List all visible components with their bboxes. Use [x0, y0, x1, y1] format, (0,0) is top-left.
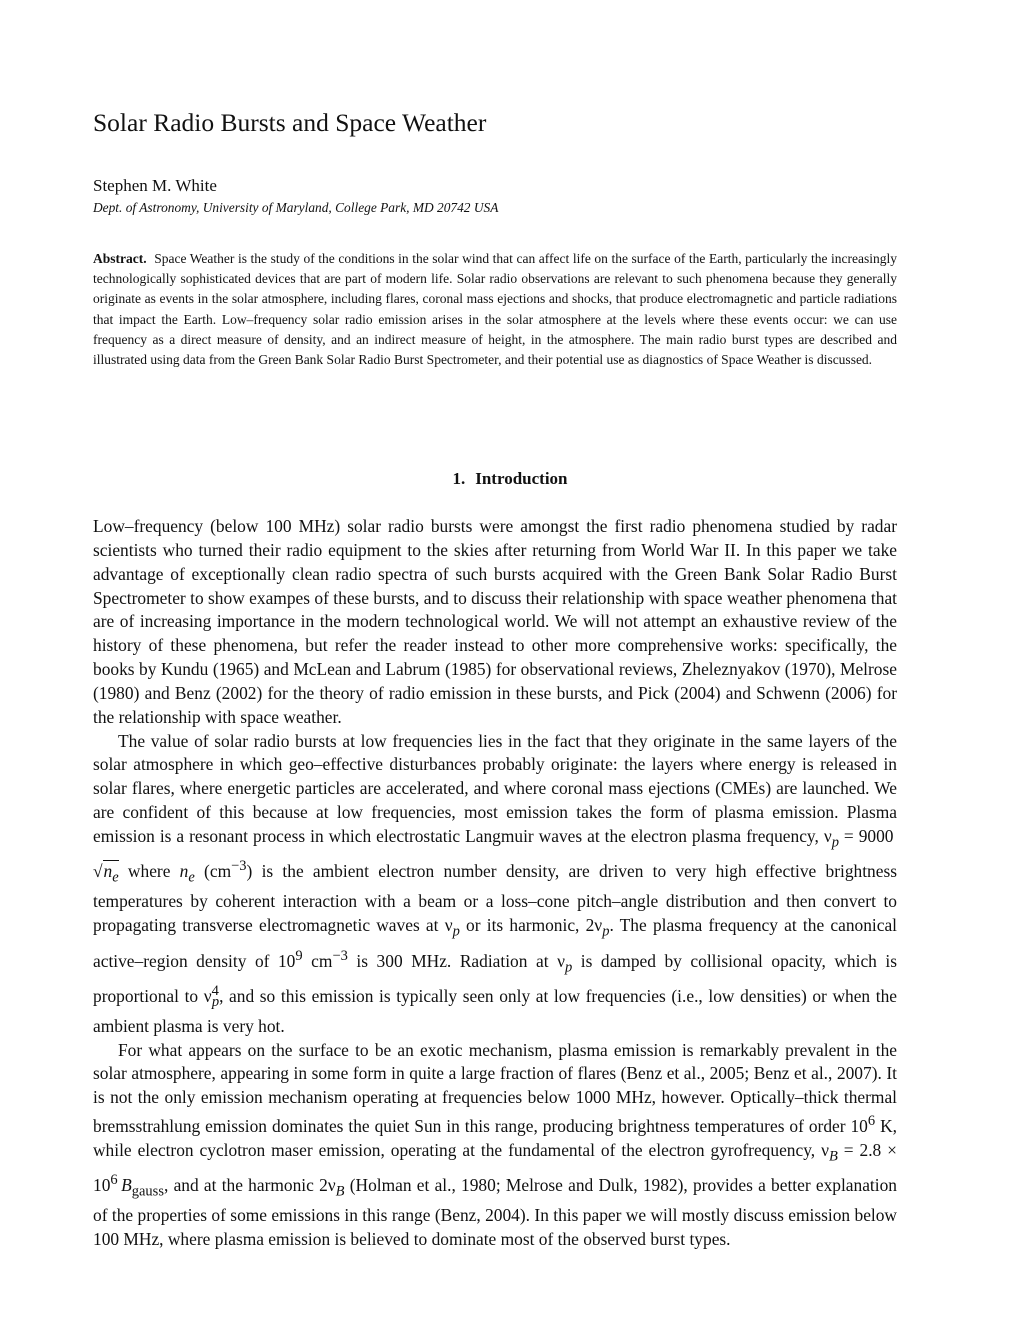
abstract-label: Abstract. — [93, 251, 147, 266]
author-affiliation: Dept. of Astronomy, University of Maryland, College Park, MD 20742 USA — [93, 200, 499, 215]
paragraph-2: The value of solar radio bursts at low frequencies lies in the fact that they originate in the same layers of the solar atmosphere in which geo–effective disturbances probably originate: the layers where energy is released in solar flares, where energetic particles are accelerated, and where coronal mass ejections (CMEs) are launched. We are confident of this because at low frequencies, most emission takes the form of plasma emission. Plasma emission is a resonant process in which electrostatic Langmuir waves at the electron plasma frequency, $\nu_p = 9000$ √ $n_e$ where $n_e$ $(cm^{-3})$ is the ambient electron number density, are driven to very high effective brightness temperatures by coherent interaction with a beam or a loss–cone pitch–angle distribution and then convert to propagating transverse electromagnetic waves at $\nu_p$ or its harmonic, $2\nu_p$. The plasma frequency at the canonical active–region density of $10^9$ $cm^{-3}$ is 300 MHz. Radiation at $\nu_p$ is damped by collisional opacity, which is proportional to $\nu^4_p$, and so this emission is typically seen only at low frequencies (i.e., low densities) or when the ambient plasma is very hot. — [93, 730, 897, 1039]
paragraph-1: Low–frequency (below 100 MHz) solar radio bursts were amongst the first radio phenomena studied by radar scientists who turned their radio equipment to the skies after returning from World War II. In this paper we take advantage of exceptionally clean radio spectra of such bursts acquired with the Green Bank Solar Radio Burst Spectrometer to show exampes of these bursts, and to discuss their relationship with space weather phenomena that are of increasing importance in the modern technological world. We will not attempt an exhaustive review of the history of these phenomena, but refer the reader instead to other more comprehensive works: specifically, the books by Kundu (1965) and McLean and Labrum (1985) for observational reviews, Zheleznyakov (1970), Melrose (1980) and Benz (2002) for the theory of radio emission in these bursts, and Pick (2004) and Schwenn (2006) for the relationship with space weather. — [93, 516, 897, 727]
paper-title: Solar Radio Bursts and Space Weather — [93, 108, 487, 137]
paragraph-3: For what appears on the surface to be an exotic mechanism, plasma emission is remarkably prevalent in the solar atmosphere, appearing in some form in quite a large fraction of flares (Benz et al., 2005; Benz et al., 2007). It is not the only emission mechanism operating at frequencies below 1000 MHz, however. Optically–thick thermal bremsstrahlung emission dominates the quiet Sun in this range, producing brightness temperatures of order $10^6$ K, while electron cyclotron maser emission, operating at the fundamental of the electron gyrofrequency, $\nu_B = 2.8 \times 10^6$ $B_{gauss}$, and at the harmonic $2\nu_B$ (Holman et al., 1980; Melrose and Dulk, 1982), provides a better explanation of the properties of some emissions in this range (Benz, 2004). In this paper we will mostly discuss emission below 100 MHz, where plasma emission is believed to dominate most of the observed burst types. — [93, 1039, 897, 1250]
abstract — [93, 249, 897, 370]
body-text — [93, 515, 897, 1252]
section-title: Introduction — [475, 469, 568, 488]
section-number: 1. — [452, 469, 466, 488]
abstract-text: Space Weather is the study of the conditions in the solar wind that can affect life on the surface of the Earth, particularly the increasingly technologically sophisticated devices that are part of modern life. Solar radio observations are relevant to such phenomena because they generally originate as events in the solar atmosphere, including flares, coronal mass ejections and shocks, that produce electromagnetic and particle radiations that impact the Earth. Low–frequency solar radio emission arises in the solar atmosphere at the levels where these events occur: we can use frequency as a direct measure of density, and an indirect measure of height, in the atmosphere. The main radio burst types are described and illustrated using data from the Green Bank Solar Radio Burst Spectrometer, and their potential use as diagnostics of Space Weather is discussed. — [93, 251, 897, 368]
author-name: Stephen M. White — [93, 176, 217, 195]
section-heading — [0, 469, 1020, 489]
